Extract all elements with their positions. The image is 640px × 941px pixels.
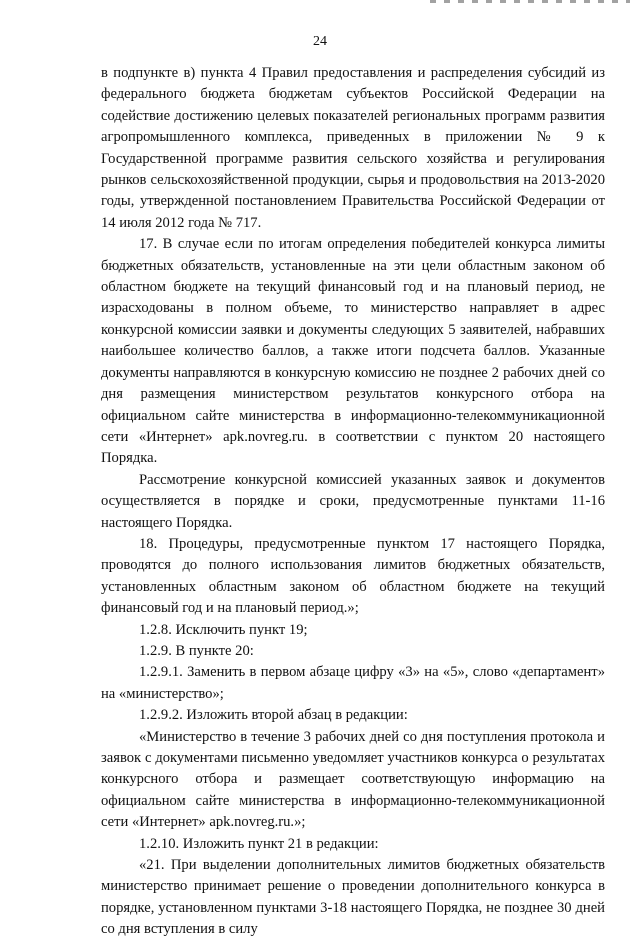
scan-artifact	[430, 0, 630, 3]
paragraph-1: в подпункте в) пункта 4 Правил предоставления и распределения субсидий из федерального бюджета бюджетам субъектов Российской Федерации на содействие достижению целевых показателей региональных программ развития агропромышленного комплекса, приведенных в приложении № 9 к Государственной программе развития сельского хозяйства и регулирования рынков сельскохозяйственной продукции, сырья и продовольствия на 2013-2020 годы, утвержденной постановлением Правительства Российской Федерации от 14 июля 2012 года № 717.	[101, 65, 605, 231]
paragraph-7: 1.2.9.1. Заменить в первом абзаце цифру «3» на «5», слово «департамент» на «министерство»;	[101, 664, 605, 702]
paragraph-9: «Министерство в течение 3 рабочих дней со дня поступления протокола и заявок с документами письменно уведомляет участников конкурса о результатах конкурсного отбора и размещает соответствующую информацию на официальном сайте министерства в информационно-телекоммуникационной сети «Интернет» apk.novreg.ru.»;	[101, 728, 605, 831]
paragraph-8: 1.2.9.2. Изложить второй абзац в редакции:	[139, 707, 408, 724]
paragraph-11: «21. При выделении дополнительных лимитов бюджетных обязательств министерство принимает решение о проведении дополнительного конкурса в порядке, установленном пунктами 3-18 настоящего Порядка, не позднее 30 дней со дня вступления в силу	[101, 857, 605, 938]
paragraph-4: 18. Процедуры, предусмотренные пунктом 17 настоящего Порядка, проводятся до полного использования лимитов бюджетных обязательств, установленных областным законом об областном бюджете на текущий финансовый год и на плановый период.»;	[101, 535, 605, 617]
paragraph-10: 1.2.10. Изложить пункт 21 в редакции:	[139, 835, 379, 852]
paragraph-5: 1.2.8. Исключить пункт 19;	[139, 621, 308, 638]
document-body	[101, 63, 605, 941]
page-number: 24	[313, 34, 327, 49]
paragraph-3: Рассмотрение конкурсной комиссией указанных заявок и документов осуществляется в порядке и сроки, предусмотренные пунктами 11-16 настоящего Порядка.	[101, 471, 605, 531]
paragraph-6: 1.2.9. В пункте 20:	[139, 642, 254, 659]
paragraph-2: 17. В случае если по итогам определения победителей конкурса лимиты бюджетных обязательств, установленные на эти цели областным законом об областном бюджете на текущий финансовый год и на плановый период, не израсходованы в полном объеме, то министерство направляет в адрес конкурсной комиссии заявки и документы следующих 5 заявителей, набравших наибольшее количество баллов, а также итоги подсчета баллов. Указанные документы направляются в конкурсную комиссию не позднее 2 рабочих дней со дня размещения министерством результатов конкурсного отбора на официальном сайте министерства в информационно-телекоммуникационной сети «Интернет» apk.novreg.ru. в соответствии с пунктом 20 настоящего Порядка.	[101, 236, 605, 467]
